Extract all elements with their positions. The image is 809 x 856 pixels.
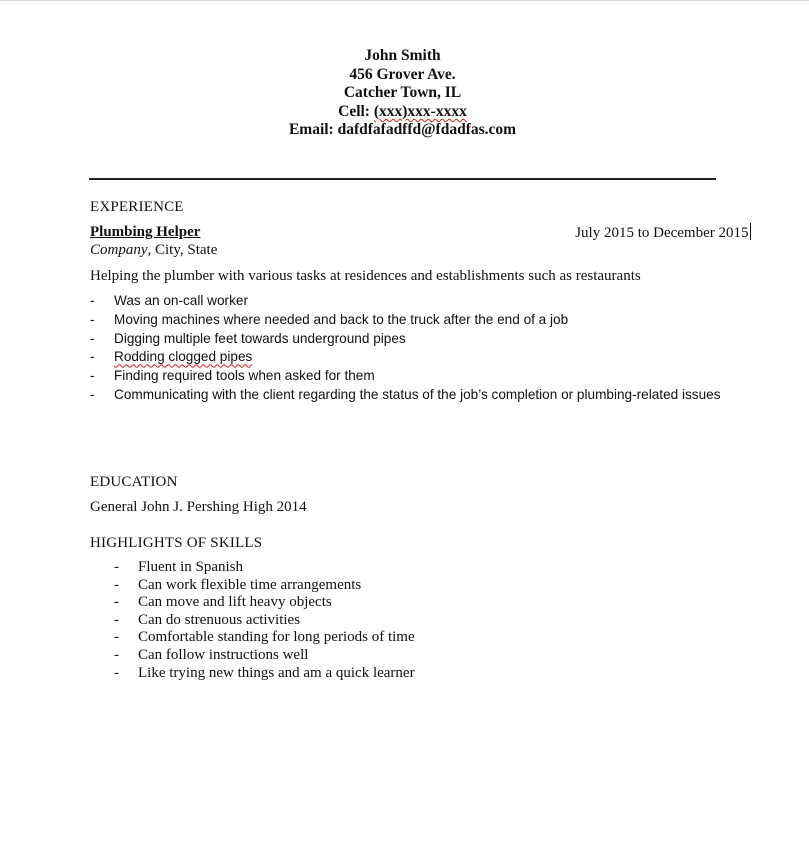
bullet-dash: -: [114, 646, 119, 663]
skills-list: [114, 559, 415, 682]
skill-item: - Can follow instructions well: [114, 646, 309, 663]
job-summary: Helping the plumber with various tasks at residences and establishments such as restaurants: [90, 268, 641, 284]
school-entry: General John J. Pershing High 2014: [90, 499, 307, 515]
bullet-dash: -: [114, 576, 119, 593]
skill-item: - Can work flexible time arrangements: [114, 576, 362, 593]
company-location: , City, State: [147, 242, 218, 258]
company-line: [90, 241, 217, 259]
job-title: Plumbing Helper: [90, 224, 201, 240]
email-line: Email: dafdfafadffd@fdadfas.com: [288, 121, 517, 139]
bullet-dash: -: [90, 293, 95, 308]
candidate-name: John Smith: [364, 47, 441, 64]
bullet-dash: -: [114, 611, 119, 628]
skill-item: - Can move and lift heavy objects: [114, 594, 332, 611]
bullet-dash: -: [90, 349, 95, 365]
bullet-dash: -: [90, 330, 95, 346]
bullet-dash: -: [90, 311, 95, 327]
page-top-border: [0, 0, 809, 1]
street-address: 456 Grover Ave.: [349, 65, 456, 83]
cell-label: Cell:: [338, 102, 374, 120]
bullet-dash: -: [90, 386, 95, 402]
bullet-dash: -: [114, 664, 119, 681]
duty-item: - Moving machines where needed and back to the truck after the end of a job: [90, 311, 750, 330]
duty-item: - Finding required tools when asked for them: [90, 367, 750, 386]
job-dates: [575, 223, 751, 242]
duty-item: - Was an on-call worker: [90, 292, 750, 311]
skill-item: - Comfortable standing for long periods of time: [114, 629, 415, 646]
skills-heading: HIGHLIGHTS OF SKILLS: [90, 535, 263, 551]
bullet-dash: -: [114, 594, 119, 611]
skill-item: - Like trying new things and am a quick learner: [114, 664, 415, 681]
duty-list: [90, 292, 750, 405]
education-heading: EDUCATION: [90, 474, 178, 490]
skill-item: - Fluent in Spanish: [114, 559, 244, 575]
duty-item: - Digging multiple feet towards underground pipes: [90, 330, 750, 349]
duty-item: - Rodding clogged pipes: [90, 348, 750, 367]
job-dates-text: July 2015 to December 2015: [575, 225, 749, 241]
text-cursor: [750, 223, 752, 240]
cell-phone-line: [0, 103, 805, 122]
resume-header: [0, 47, 805, 140]
bullet-dash: -: [114, 559, 119, 575]
city-state: Catcher Town, IL: [343, 84, 462, 102]
cell-number: (xxx)xxx-xxxx: [373, 102, 467, 120]
company-name: Company: [90, 242, 148, 258]
skill-item: - Can do strenuous activities: [114, 611, 301, 628]
duty-item: - Communicating with the client regarding the status of the job’s completion or plumbing-related issues: [90, 386, 750, 405]
header-divider: [89, 178, 716, 180]
bullet-dash: -: [114, 629, 119, 646]
bullet-dash: -: [90, 368, 95, 384]
experience-heading: EXPERIENCE: [90, 199, 184, 215]
